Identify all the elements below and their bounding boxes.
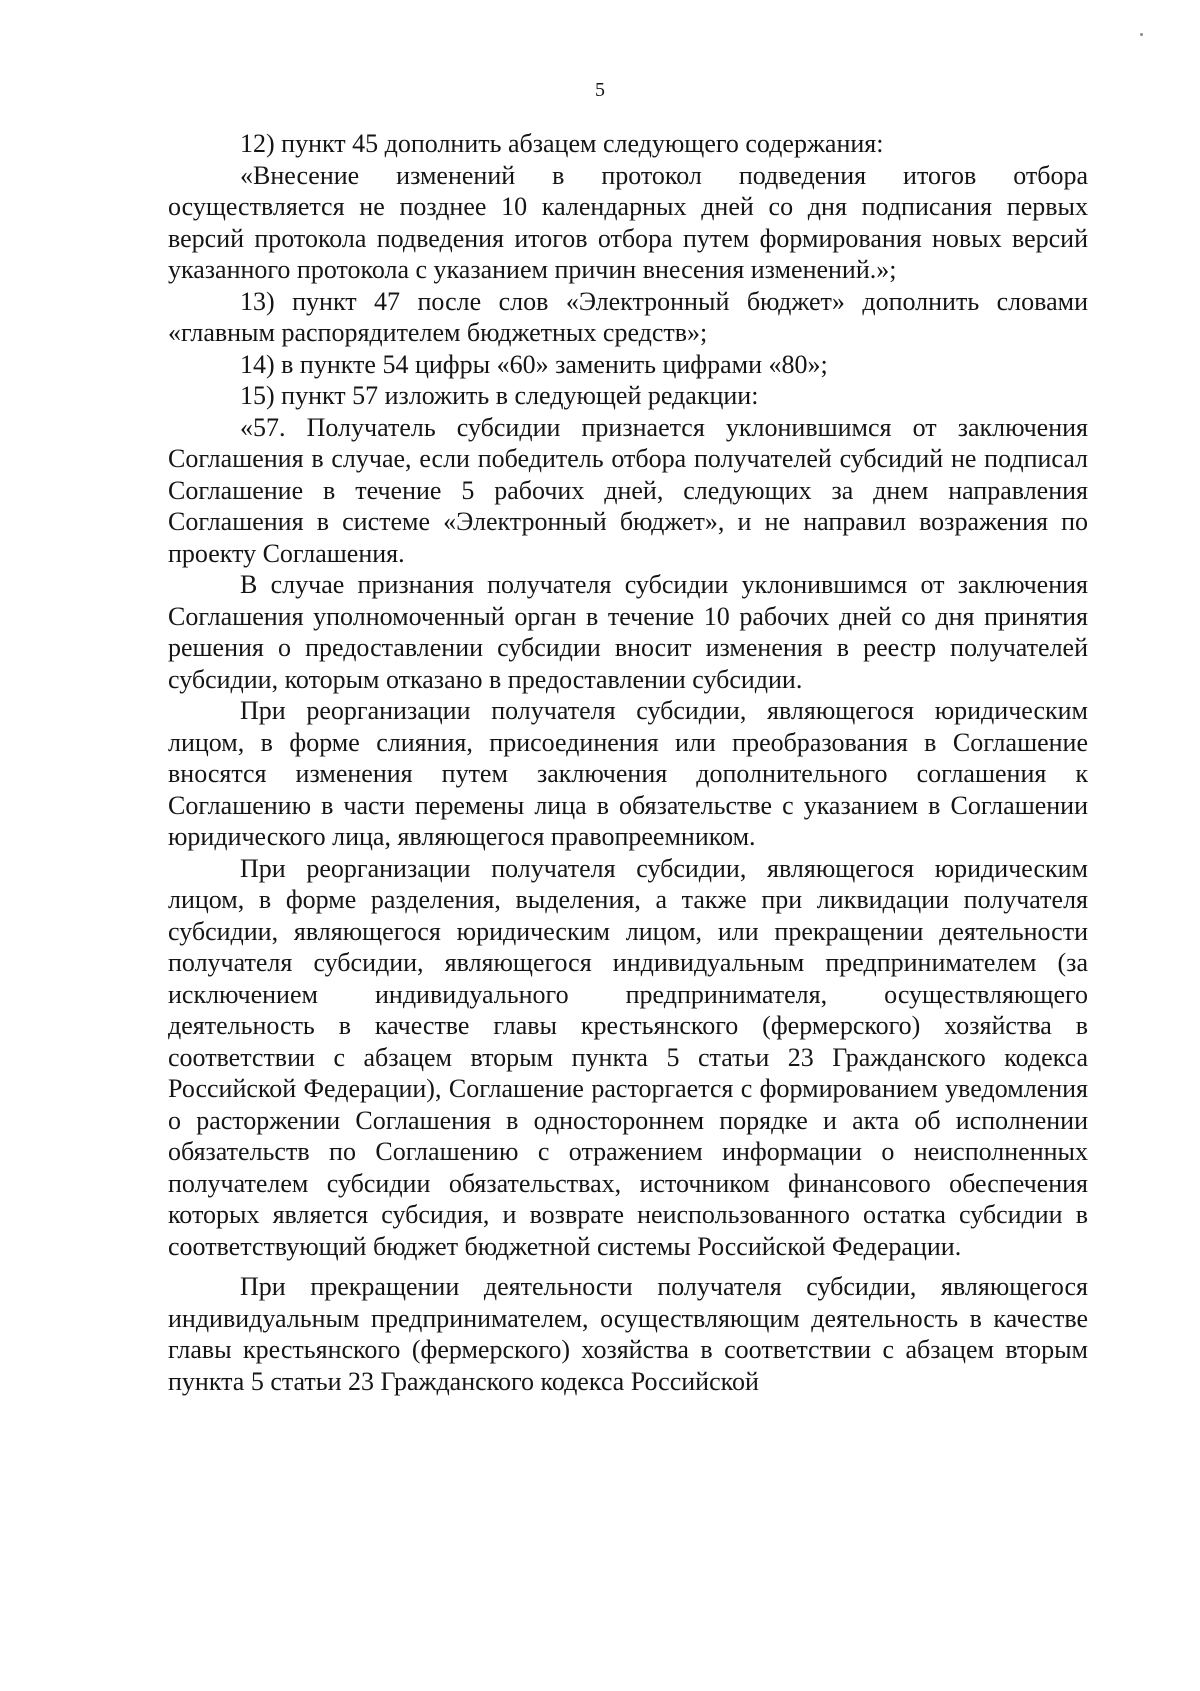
paragraph-farm-head-termination: При прекращении деятельности получателя субсидии, являющегося индивидуальным предпринимателем, осуществляющим деятельность в качестве главы крестьянского (фермерского) хозяйства в соответствии с абзацем вторым пункта 5 статьи 23 Гражданского кодекса Российской <box>168 1272 1088 1396</box>
paragraph-reorganization-merger: При реорганизации получателя субсидии, являющегося юридическим лицом, в форме слияния, присоединения или преобразования в Соглашение вносятся изменения путем заключения дополнительного соглашения к Соглашению в части перемены лица в обязательстве с указанием в Соглашении юридического лица, являющегося правопреемником. <box>168 696 1088 851</box>
paragraph-item-14: 14) в пункте 54 цифры «60» заменить цифрами «80»; <box>240 349 828 379</box>
page-number: 5 <box>595 79 605 101</box>
paragraph-evasion-case: В случае признания получателя субсидии уклонившимся от заключения Соглашения уполномоченный орган в течение 10 рабочих дней со дня принятия решения о предоставлении субсидии вносит изменения в реестр получателей субсидии, которым отказано в предоставлении субсидии. <box>168 570 1088 694</box>
paragraph-item-12: 12) пункт 45 дополнить абзацем следующего содержания: <box>240 129 884 158</box>
document-body <box>168 128 1088 1397</box>
scan-speck <box>1140 33 1143 36</box>
paragraph-item-57: «57. Получатель субсидии признается уклонившимся от заключения Соглашения в случае, если победитель отбора получателей субсидий не подписал Соглашение в течение 5 рабочих дней, следующих за днем направления Соглашения в системе «Электронный бюджет», и не направил возражения по проекту Соглашения. <box>168 412 1088 568</box>
paragraph-item-15: 15) пункт 57 изложить в следующей редакции: <box>240 381 759 410</box>
paragraph-protocol-amendments: «Внесение изменений в протокол подведения итогов отбора осуществляется не позднее 10 календарных дней со дня подписания первых версий протокола подведения итогов отбора путем формирования новых версий указанного протокола с указанием причин внесения изменений.»; <box>168 160 1088 284</box>
paragraph-reorganization-division: При реорганизации получателя субсидии, являющегося юридическим лицом, в форме разделения, выделения, а также при ликвидации получателя субсидии, являющегося юридическим лицом, или прекращении деятельности получателя субсидии, являющегося индивидуальным предпринимателем (за исключением индивидуального предпринимателя, осуществляющего деятельность в качестве главы крестьянского (фермерского) хозяйства в соответствии с абзацем вторым пункта 5 статьи 23 Гражданского кодекса Российской Федерации), Соглашение расторгается с формированием уведомления о расторжении Соглашения в одностороннем порядке и акта об исполнении обязательств по Соглашению с отражением информации о неисполненных получателем субсидии обязательствах, источником финансового обеспечения которых является субсидия, и возврате неиспользованного остатка субсидии в соответствующий бюджет бюджетной системы Российской Федерации. <box>168 853 1088 1261</box>
paragraph-item-13: 13) пункт 47 после слов «Электронный бюджет» дополнить словами «главным распорядителем бюджетных средств»; <box>168 286 1088 347</box>
